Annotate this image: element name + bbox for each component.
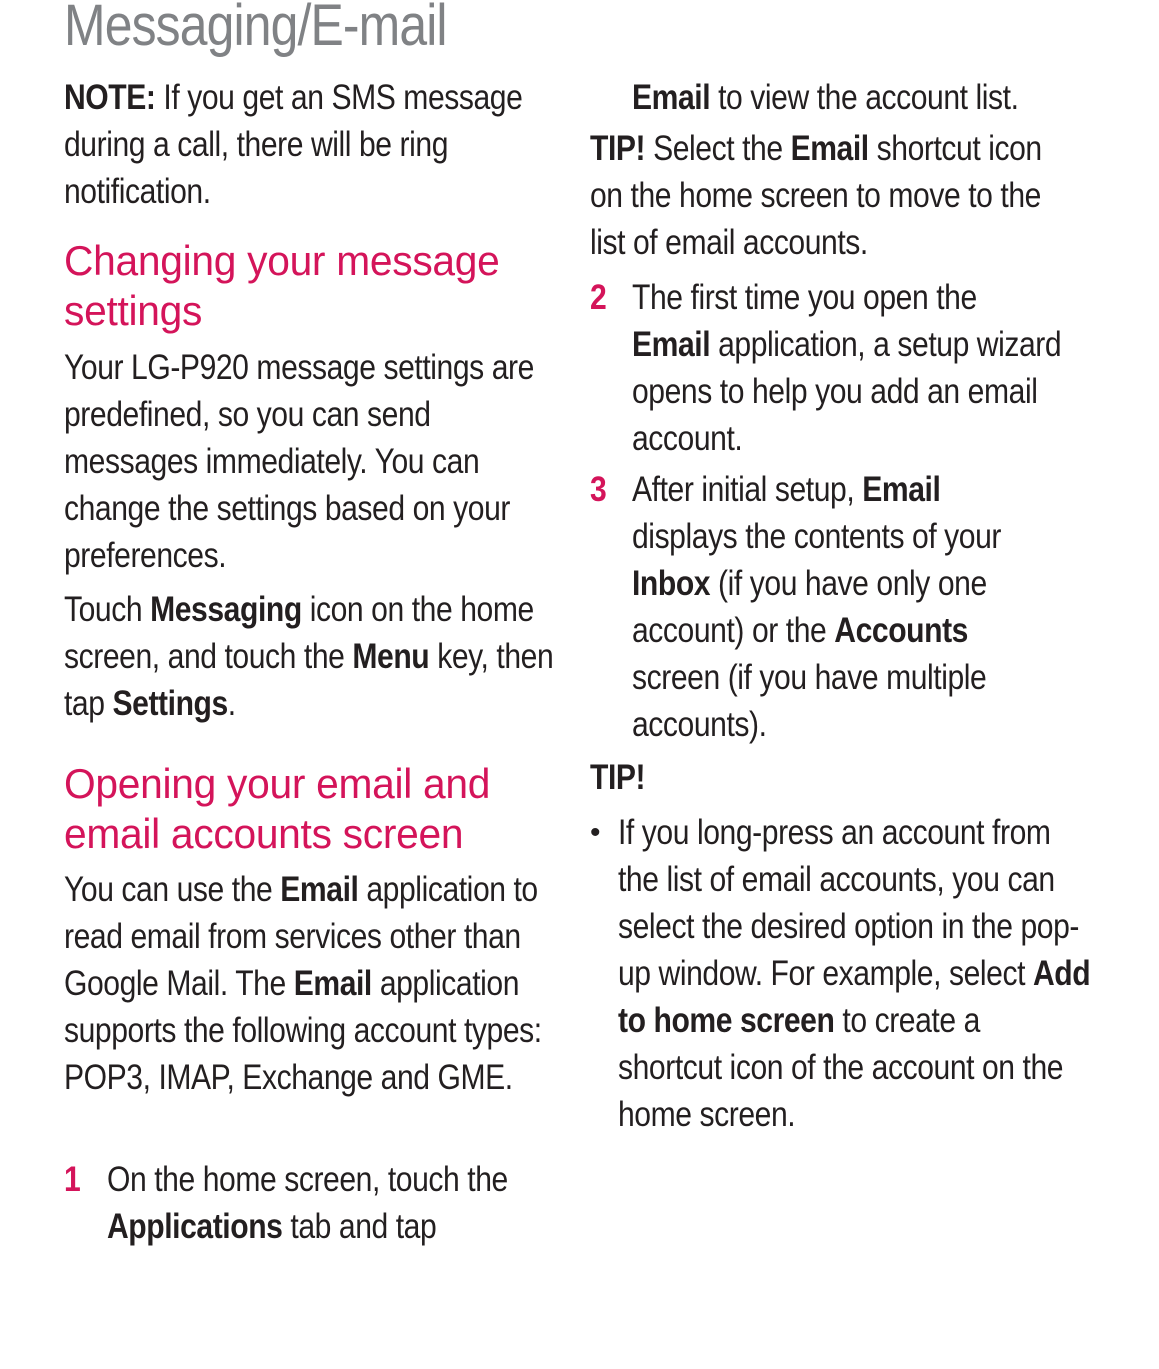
bullet-icon: •: [590, 816, 601, 849]
text: On the home screen, touch the: [107, 1160, 508, 1199]
text: application supports the following account types: POP3, IMAP, Exchange and GME.: [64, 964, 542, 1097]
text: You can use the: [64, 870, 281, 909]
page-title: Messaging/E-mail: [64, 0, 447, 58]
text: to view the account list.: [710, 78, 1019, 117]
text: The first time you open the: [632, 278, 977, 317]
messaging-label: Messaging: [150, 590, 302, 629]
touch-messaging-paragraph: [64, 586, 554, 727]
email-label: Email: [862, 470, 941, 509]
text: screen (if you have multiple accounts).: [632, 658, 987, 744]
menu-label: Menu: [352, 637, 430, 676]
tip-label: TIP!: [590, 758, 646, 797]
heading-opening-email: Opening your email and email accounts screen: [64, 760, 491, 857]
email-label: Email: [790, 129, 869, 168]
email-label: Email: [632, 325, 711, 364]
step-1-text: [107, 1156, 537, 1250]
text: displays the contents of your: [632, 517, 1002, 556]
inbox-label: Inbox: [632, 564, 711, 603]
note-label: NOTE:: [64, 78, 156, 117]
text: After initial setup,: [632, 470, 863, 509]
text: (if you have only one account) or the: [632, 564, 987, 650]
step-number-2: 2: [590, 278, 607, 317]
text: to create a shortcut icon of the account on the home screen.: [618, 1001, 1064, 1134]
note-paragraph: [64, 74, 550, 215]
text: Select the: [645, 129, 791, 168]
step-1-continued: [632, 74, 1096, 121]
accounts-label: Accounts: [834, 611, 968, 650]
email-label: Email: [293, 964, 372, 1003]
email-label: Email: [632, 78, 711, 117]
step-number-1: 1: [64, 1160, 81, 1199]
applications-label: Applications: [107, 1207, 283, 1246]
tip-2-label: [590, 754, 1089, 801]
tip-email-shortcut: [590, 125, 1067, 266]
tip-2-bullet-text: [618, 809, 1091, 1138]
text: Touch: [64, 590, 151, 629]
text: key, then tap: [64, 637, 554, 723]
text: shortcut icon on the home screen to move to the list of email accounts.: [590, 129, 1042, 262]
text: application, a setup wizard opens to help you add an email account.: [632, 325, 1062, 458]
step-number-3: 3: [590, 470, 607, 509]
note-text: If you get an SMS message during a call, there will be ring notification.: [64, 78, 523, 211]
text: icon on the home screen, and touch the: [64, 590, 534, 676]
heading-changing-message-settings: Changing your message settings: [64, 237, 500, 334]
step-2-text: [632, 274, 1062, 462]
text: If you long-press an account from the list of email accounts, you can select the desired option in the pop-up window. For example, select: [618, 813, 1079, 993]
text: .: [227, 684, 236, 723]
step-3-text: [632, 466, 1053, 748]
settings-label: Settings: [112, 684, 228, 723]
email-application-paragraph: [64, 866, 546, 1101]
text: tab and tap: [282, 1207, 437, 1246]
message-settings-paragraph: Your LG-P920 message settings are predefined, so you can send messages immediately. You can change the settings based on your preferences.: [64, 348, 534, 575]
text: application to read email from services other than Google Mail. The: [64, 870, 538, 1003]
tip-label: TIP!: [590, 129, 646, 168]
add-to-home-screen-label: Add to home screen: [618, 954, 1091, 1040]
email-label: Email: [280, 870, 359, 909]
